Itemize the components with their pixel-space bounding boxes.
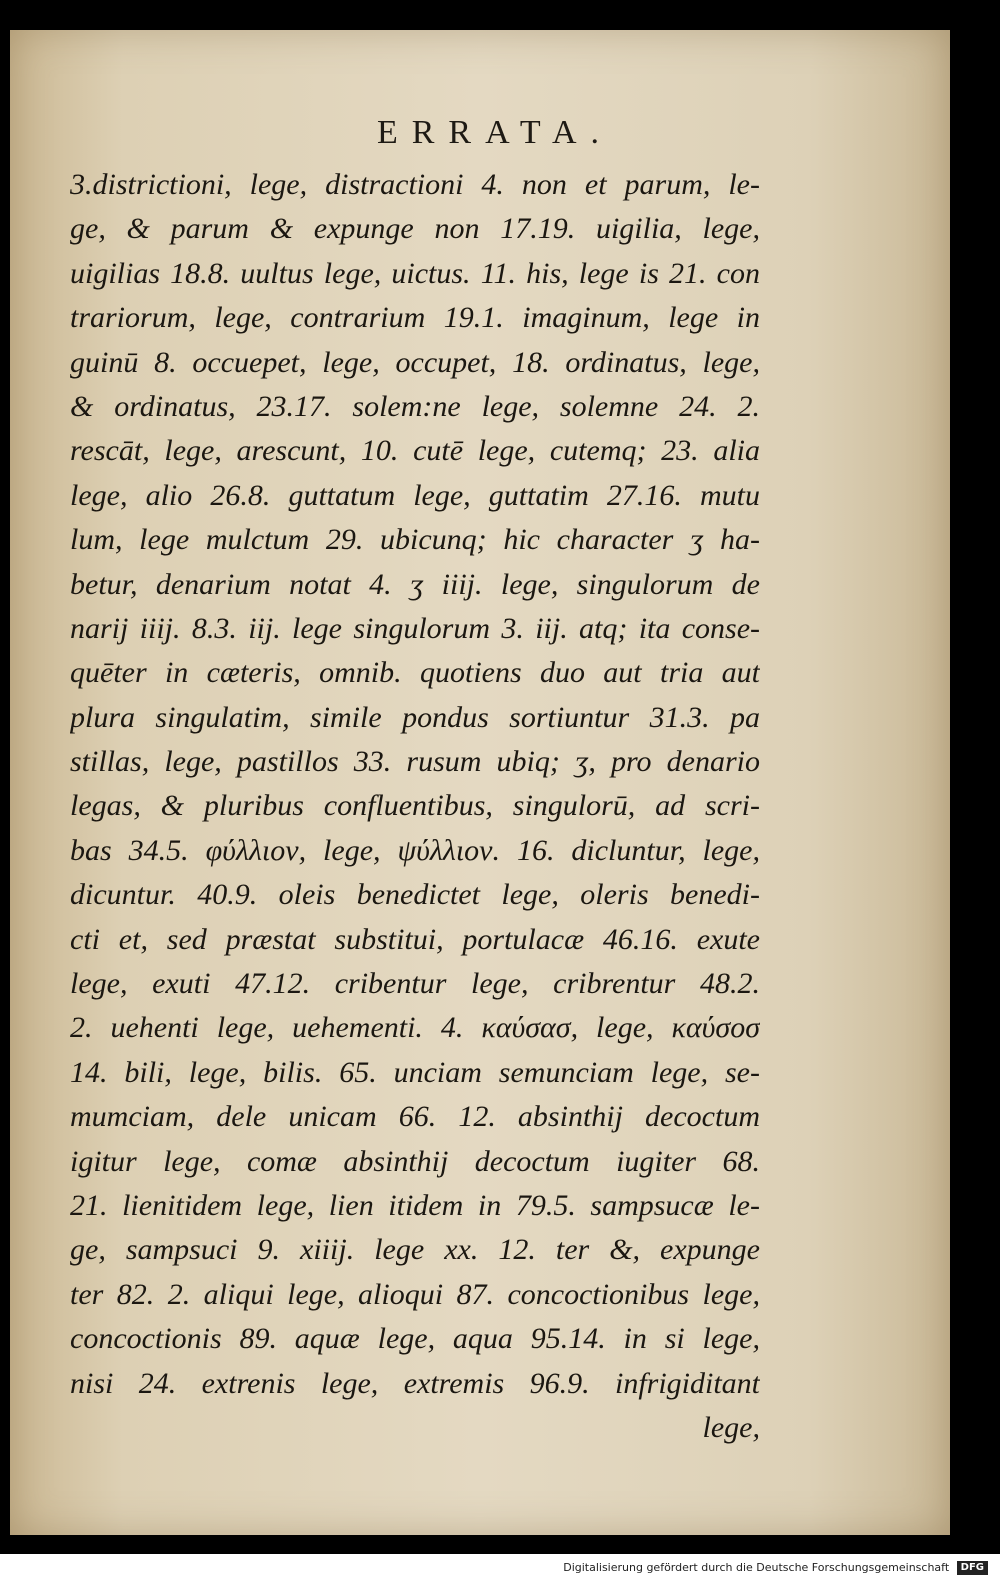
text-line: ge, & parum & expunge non 17.19. uigilia, lege, <box>70 212 760 246</box>
text-line: 21. lienitidem lege, lien itidem in 79.5. sampsucæ le- <box>70 1188 760 1222</box>
text-line: lum, lege mulctum 29. ubicunq; hic character ʒ ha- <box>70 523 760 557</box>
text-line: nisi 24. extrenis lege, extremis 96.9. infrigiditant <box>70 1366 760 1400</box>
page-heading: ERRATA. <box>376 114 613 151</box>
text-line: bas 34.5. φύλλιον, lege, ψύλλιον. 16. dicluntur, lege, <box>70 833 760 867</box>
text-line: ge, sampsuci 9. xiiij. lege xx. 12. ter &, expunge <box>70 1233 760 1267</box>
text-line: 14. bili, lege, bilis. 65. unciam semunciam lege, se- <box>70 1055 760 1089</box>
text-line: lege, <box>702 1410 760 1444</box>
text-line: cti et, sed præstat substitui, portulacæ 46.16. exute <box>70 922 760 956</box>
text-line: & ordinatus, 23.17. solem:ne lege, solemne 24. 2. <box>70 389 760 423</box>
text-line: concoctionis 89. aquæ lege, aqua 95.14. in si lege, <box>70 1322 760 1356</box>
text-line: 2. uehenti lege, uehementi. 4. καύσασ, lege, καύσοσ <box>70 1011 760 1045</box>
text-line: plura singulatim, simile pondus sortiuntur 31.3. pa <box>70 700 760 734</box>
footer-bar <box>0 1554 1000 1582</box>
text-line: betur, denarium notat 4. ʒ iiij. lege, singulorum de <box>70 567 760 601</box>
footer-credit: Digitalisierung gefördert durch die Deutsche Forschungsgemeinschaft <box>563 1561 950 1574</box>
text-line: guinū 8. occuepet, lege, occupet, 18. ordinatus, lege, <box>70 345 760 379</box>
text-line: mumciam, dele unicam 66. 12. absinthij decoctum <box>70 1100 760 1134</box>
book-page <box>10 30 950 1535</box>
text-line: uigilias 18.8. uultus lege, uictus. 11. his, lege is 21. con <box>70 256 760 290</box>
text-line: trariorum, lege, contrarium 19.1. imaginum, lege in <box>70 301 760 335</box>
text-line: narij iiij. 8.3. iij. lege singulorum 3. iij. atq; ita conse- <box>70 611 760 645</box>
dfg-logo: DFG <box>957 1561 988 1575</box>
text-line: dicuntur. 40.9. oleis benedictet lege, oleris benedi- <box>70 878 760 912</box>
text-line: 3.districtioni, lege, distractioni 4. non et parum, le- <box>70 168 760 201</box>
text-line: igitur lege, comæ absinthij decoctum iugiter 68. <box>70 1144 760 1178</box>
errata-text-block <box>70 163 760 1450</box>
text-line: rescāt, lege, arescunt, 10. cutē lege, cutemq; 23. alia <box>70 434 760 468</box>
text-line: ter 82. 2. aliqui lege, alioqui 87. concoctionibus lege, <box>70 1277 760 1311</box>
text-line: legas, & pluribus confluentibus, singulorū, ad scri- <box>70 789 760 823</box>
text-line: lege, exuti 47.12. cribentur lege, cribrentur 48.2. <box>70 967 760 1001</box>
text-line: stillas, lege, pastillos 33. rusum ubiq; ʒ, pro denario <box>70 745 760 779</box>
text-line: quēter in cæteris, omnib. quotiens duo aut tria aut <box>70 656 760 690</box>
text-line: lege, alio 26.8. guttatum lege, guttatim 27.16. mutu <box>70 478 760 512</box>
